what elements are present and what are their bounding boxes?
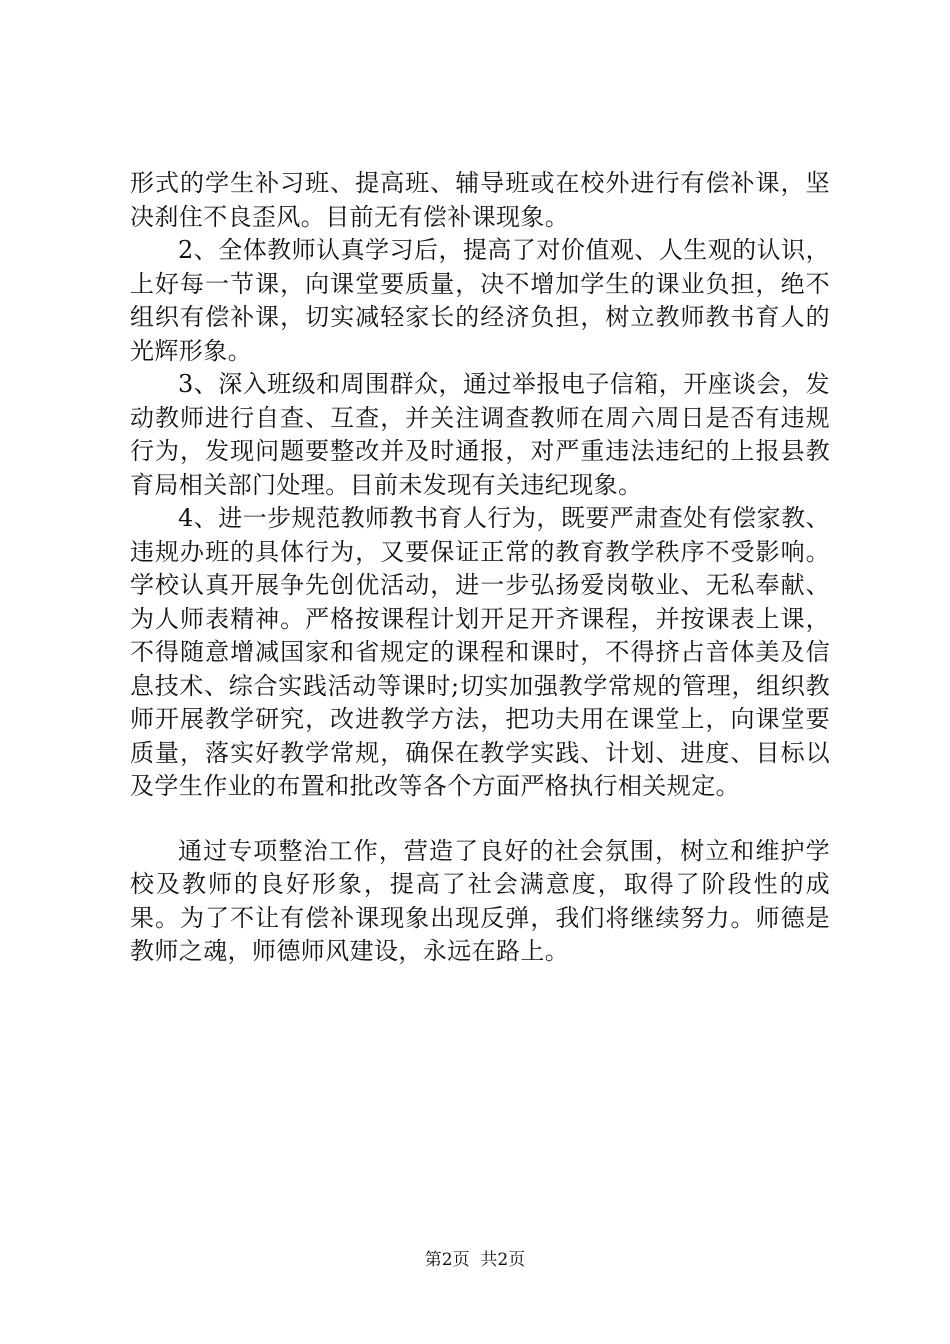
paragraph-conclusion: 通过专项整治工作，营造了良好的社会氛围，树立和维护学校及教师的良好形象，提高了社会满意度，取得了阶段性的成果。为了不让有偿补课现象出现反弹，我们将继续努力。师德是教师之魂，师德师风建设，永远在路上。 (130, 836, 830, 965)
paragraph-item-3: 3、深入班级和周围群众，通过举报电子信箱，开座谈会，发动教师进行自查、互查，并关注调查教师在周六周日是否有违规行为，发现问题要整改并及时通报，对严重违法违纪的上报县教育局相关部门处理。目前未发现有关违纪现象。 (130, 370, 830, 499)
page-number-footer: 第2页 共2页 (424, 1250, 526, 1270)
paragraph-continuation: 形式的学生补习班、提高班、辅导班或在校外进行有偿补课，坚决刹住不良歪风。目前无有偿补课现象。 (130, 169, 830, 231)
paragraph-item-4: 4、进一步规范教师教书育人行为，既要严肃查处有偿家教、违规办班的具体行为，又要保证正常的教育教学秩序不受影响。学校认真开展争先创优活动，进一步弘扬爱岗敬业、无私奉献、为人师表精神。严格按课程计划开足开齐课程，并按课表上课，不得随意增减国家和省规定的课程和课时，不得挤占音体美及信息技术、综合实践活动等课时;切实加强教学常规的管理，组织教师开展教学研究，改进教学方法，把功夫用在课堂上，向课堂要质量，落实好教学常规，确保在教学实践、计划、进度、目标以及学生作业的布置和批改等各个方面严格执行相关规定。 (130, 504, 830, 800)
paragraph-item-2: 2、全体教师认真学习后，提高了对价值观、人生观的认识，上好每一节课，向课堂要质量，决不增加学生的课业负担，绝不组织有偿补课，切实减轻家长的经济负担，树立教师教书育人的光辉形象。 (130, 236, 830, 365)
document-body (130, 167, 830, 969)
